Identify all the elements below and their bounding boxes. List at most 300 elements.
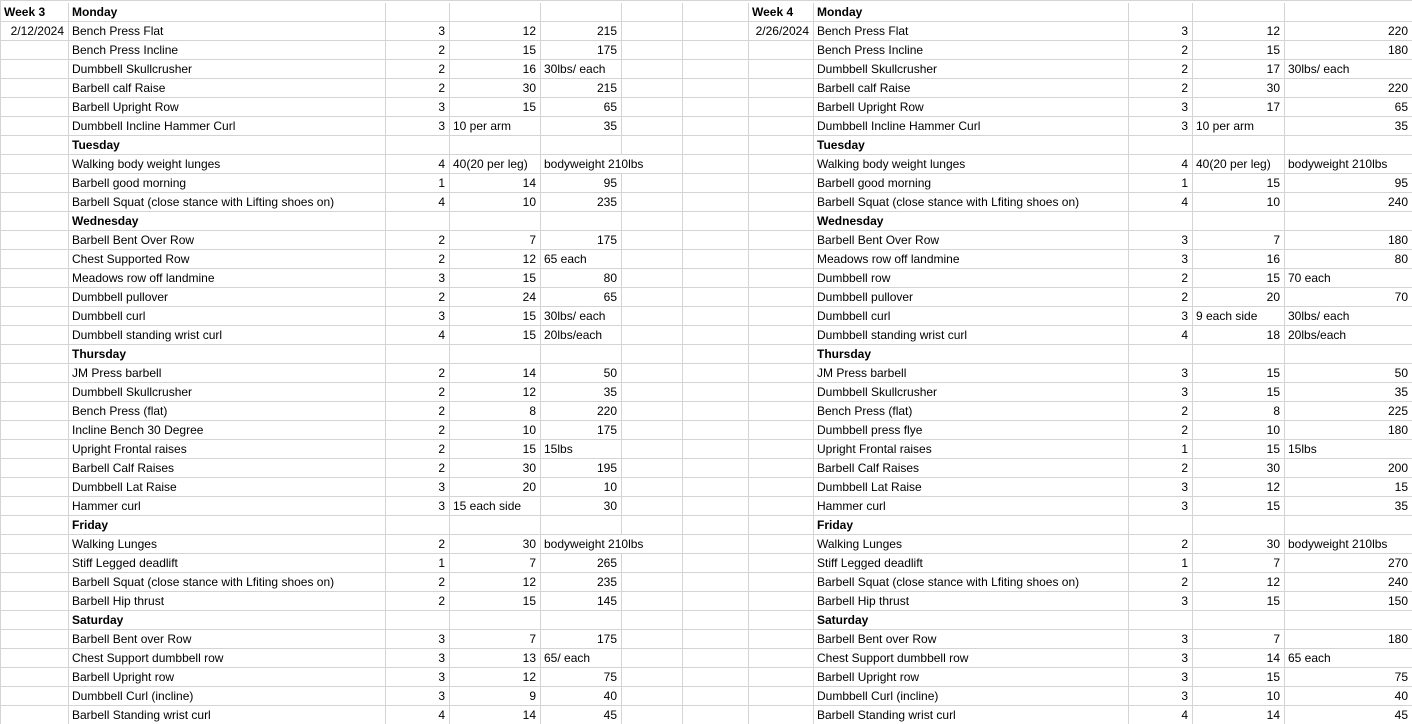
week-label[interactable]: Week 3: [1, 3, 69, 22]
empty-cell[interactable]: [683, 668, 749, 687]
weight-cell[interactable]: 95: [1285, 174, 1412, 193]
empty-cell[interactable]: [1, 516, 69, 535]
sets-cell[interactable]: 1: [386, 554, 450, 573]
exercise-name-cell[interactable]: Bench Press (flat): [814, 402, 1129, 421]
empty-cell[interactable]: [749, 250, 814, 269]
empty-cell[interactable]: [622, 421, 683, 440]
reps-cell[interactable]: 20: [1193, 288, 1285, 307]
weight-cell[interactable]: 70 each: [1285, 269, 1412, 288]
empty-cell[interactable]: [1193, 136, 1285, 155]
sets-cell[interactable]: 2: [1129, 535, 1193, 554]
exercise-name-cell[interactable]: Dumbbell press flye: [814, 421, 1129, 440]
sets-cell[interactable]: 2: [1129, 573, 1193, 592]
weight-cell[interactable]: 200: [1285, 459, 1412, 478]
empty-cell[interactable]: [450, 136, 541, 155]
exercise-name-cell[interactable]: Dumbbell curl: [814, 307, 1129, 326]
day-header[interactable]: Friday: [814, 516, 1129, 535]
sets-cell[interactable]: 4: [1129, 155, 1193, 174]
exercise-name-cell[interactable]: Barbell Hip thrust: [69, 592, 386, 611]
exercise-name-cell[interactable]: Barbell Squat (close stance with Lifting shoes on): [69, 193, 386, 212]
weight-cell[interactable]: 240: [1285, 193, 1412, 212]
empty-cell[interactable]: [683, 250, 749, 269]
sets-cell[interactable]: 4: [386, 706, 450, 724]
exercise-name-cell[interactable]: Bench Press Flat: [814, 22, 1129, 41]
reps-cell[interactable]: 14: [450, 706, 541, 724]
empty-cell[interactable]: [622, 98, 683, 117]
weight-cell[interactable]: 175: [541, 630, 622, 649]
week-label[interactable]: Week 4: [749, 3, 814, 22]
empty-cell[interactable]: [450, 611, 541, 630]
empty-cell[interactable]: [541, 345, 622, 364]
reps-cell[interactable]: 13: [450, 649, 541, 668]
empty-cell[interactable]: [749, 364, 814, 383]
empty-cell[interactable]: [386, 345, 450, 364]
exercise-name-cell[interactable]: Walking body weight lunges: [814, 155, 1129, 174]
weight-cell[interactable]: 45: [541, 706, 622, 724]
empty-cell[interactable]: [749, 174, 814, 193]
empty-cell[interactable]: [541, 516, 622, 535]
exercise-name-cell[interactable]: Dumbbell Skullcrusher: [69, 60, 386, 79]
reps-cell[interactable]: 30: [450, 79, 541, 98]
empty-cell[interactable]: [749, 535, 814, 554]
sets-cell[interactable]: 3: [386, 478, 450, 497]
weight-cell[interactable]: 40: [541, 687, 622, 706]
empty-cell[interactable]: [622, 516, 683, 535]
reps-cell[interactable]: 17: [1193, 60, 1285, 79]
empty-cell[interactable]: [1, 288, 69, 307]
weight-cell[interactable]: 35: [1285, 117, 1412, 136]
empty-cell[interactable]: [1, 250, 69, 269]
empty-cell[interactable]: [683, 706, 749, 724]
empty-cell[interactable]: [622, 269, 683, 288]
empty-cell[interactable]: [683, 592, 749, 611]
sets-cell[interactable]: 2: [386, 41, 450, 60]
reps-cell[interactable]: 7: [450, 630, 541, 649]
exercise-name-cell[interactable]: Meadows row off landmine: [814, 250, 1129, 269]
exercise-name-cell[interactable]: Barbell Bent Over Row: [69, 231, 386, 250]
day-header[interactable]: Thursday: [814, 345, 1129, 364]
empty-cell[interactable]: [749, 117, 814, 136]
empty-cell[interactable]: [622, 117, 683, 136]
empty-cell[interactable]: [1285, 212, 1412, 231]
empty-cell[interactable]: [683, 231, 749, 250]
sets-cell[interactable]: 3: [1129, 383, 1193, 402]
empty-cell[interactable]: [622, 592, 683, 611]
empty-cell[interactable]: [622, 497, 683, 516]
sets-cell[interactable]: 2: [1129, 79, 1193, 98]
empty-cell[interactable]: [1129, 516, 1193, 535]
weight-cell[interactable]: 240: [1285, 573, 1412, 592]
empty-cell[interactable]: [683, 60, 749, 79]
empty-cell[interactable]: [683, 307, 749, 326]
exercise-name-cell[interactable]: Chest Supported Row: [69, 250, 386, 269]
reps-cell[interactable]: 15: [1193, 41, 1285, 60]
weight-cell[interactable]: 175: [541, 231, 622, 250]
empty-cell[interactable]: [1, 402, 69, 421]
exercise-name-cell[interactable]: JM Press barbell: [69, 364, 386, 383]
sets-cell[interactable]: 2: [386, 288, 450, 307]
sets-cell[interactable]: 3: [1129, 307, 1193, 326]
empty-cell[interactable]: [683, 497, 749, 516]
exercise-name-cell[interactable]: Barbell Calf Raises: [814, 459, 1129, 478]
empty-cell[interactable]: [1285, 136, 1412, 155]
sets-cell[interactable]: 3: [1129, 497, 1193, 516]
empty-cell[interactable]: [386, 3, 450, 22]
exercise-name-cell[interactable]: Dumbbell standing wrist curl: [814, 326, 1129, 345]
empty-cell[interactable]: [749, 60, 814, 79]
weight-cell[interactable]: 30lbs/ each: [541, 307, 622, 326]
empty-cell[interactable]: [386, 136, 450, 155]
weight-cell[interactable]: 225: [1285, 402, 1412, 421]
empty-cell[interactable]: [749, 345, 814, 364]
sets-cell[interactable]: 2: [1129, 421, 1193, 440]
empty-cell[interactable]: [1, 497, 69, 516]
empty-cell[interactable]: [683, 611, 749, 630]
reps-cell[interactable]: 15: [1193, 383, 1285, 402]
sets-cell[interactable]: 2: [1129, 402, 1193, 421]
empty-cell[interactable]: [683, 535, 749, 554]
sets-cell[interactable]: 3: [386, 307, 450, 326]
empty-cell[interactable]: [541, 136, 622, 155]
empty-cell[interactable]: [683, 554, 749, 573]
empty-cell[interactable]: [622, 307, 683, 326]
empty-cell[interactable]: [386, 516, 450, 535]
reps-cell[interactable]: 15: [1193, 668, 1285, 687]
exercise-name-cell[interactable]: Dumbbell pullover: [69, 288, 386, 307]
sets-cell[interactable]: 3: [1129, 630, 1193, 649]
empty-cell[interactable]: [749, 421, 814, 440]
empty-cell[interactable]: [749, 478, 814, 497]
empty-cell[interactable]: [622, 41, 683, 60]
reps-cell[interactable]: 15: [1193, 440, 1285, 459]
sets-cell[interactable]: 4: [386, 326, 450, 345]
sets-cell[interactable]: 1: [1129, 554, 1193, 573]
reps-cell[interactable]: 8: [1193, 402, 1285, 421]
day-header[interactable]: Monday: [69, 3, 386, 22]
exercise-name-cell[interactable]: Walking body weight lunges: [69, 155, 386, 174]
reps-cell[interactable]: 30: [1193, 535, 1285, 554]
exercise-name-cell[interactable]: Chest Support dumbbell row: [69, 649, 386, 668]
exercise-name-cell[interactable]: Dumbbell Lat Raise: [814, 478, 1129, 497]
sets-cell[interactable]: 2: [386, 459, 450, 478]
empty-cell[interactable]: [749, 136, 814, 155]
sets-cell[interactable]: 3: [386, 668, 450, 687]
empty-cell[interactable]: [683, 288, 749, 307]
day-header[interactable]: Tuesday: [69, 136, 386, 155]
empty-cell[interactable]: [683, 326, 749, 345]
empty-cell[interactable]: [749, 687, 814, 706]
empty-cell[interactable]: [749, 79, 814, 98]
empty-cell[interactable]: [749, 155, 814, 174]
weight-cell[interactable]: 50: [1285, 364, 1412, 383]
empty-cell[interactable]: [541, 611, 622, 630]
empty-cell[interactable]: [749, 98, 814, 117]
weight-cell[interactable]: 235: [541, 193, 622, 212]
empty-cell[interactable]: [683, 3, 749, 22]
reps-cell[interactable]: 10: [1193, 687, 1285, 706]
reps-cell[interactable]: 17: [1193, 98, 1285, 117]
empty-cell[interactable]: [622, 440, 683, 459]
sets-cell[interactable]: 1: [1129, 174, 1193, 193]
empty-cell[interactable]: [1193, 345, 1285, 364]
reps-cell[interactable]: 8: [450, 402, 541, 421]
empty-cell[interactable]: [749, 630, 814, 649]
exercise-name-cell[interactable]: Barbell good morning: [69, 174, 386, 193]
exercise-name-cell[interactable]: Stiff Legged deadlift: [814, 554, 1129, 573]
weight-cell[interactable]: 175: [541, 41, 622, 60]
weight-cell[interactable]: 220: [541, 402, 622, 421]
empty-cell[interactable]: [622, 250, 683, 269]
reps-cell[interactable]: 9 each side: [1193, 307, 1285, 326]
sets-cell[interactable]: 3: [1129, 250, 1193, 269]
reps-cell[interactable]: 12: [1193, 478, 1285, 497]
reps-cell[interactable]: 12: [450, 250, 541, 269]
sets-cell[interactable]: 2: [1129, 269, 1193, 288]
exercise-name-cell[interactable]: Barbell Hip thrust: [814, 592, 1129, 611]
empty-cell[interactable]: [1285, 345, 1412, 364]
weight-cell[interactable]: 180: [1285, 630, 1412, 649]
day-header[interactable]: Tuesday: [814, 136, 1129, 155]
empty-cell[interactable]: [622, 687, 683, 706]
empty-cell[interactable]: [749, 269, 814, 288]
empty-cell[interactable]: [622, 554, 683, 573]
empty-cell[interactable]: [1, 459, 69, 478]
sets-cell[interactable]: 4: [1129, 326, 1193, 345]
sets-cell[interactable]: 3: [1129, 117, 1193, 136]
sets-cell[interactable]: 3: [386, 22, 450, 41]
sets-cell[interactable]: 3: [386, 497, 450, 516]
empty-cell[interactable]: [683, 79, 749, 98]
empty-cell[interactable]: [683, 22, 749, 41]
weight-cell[interactable]: bodyweight 210lbs: [1285, 535, 1412, 554]
reps-cell[interactable]: 30: [1193, 79, 1285, 98]
empty-cell[interactable]: [1, 269, 69, 288]
reps-cell[interactable]: 10: [450, 193, 541, 212]
empty-cell[interactable]: [1, 649, 69, 668]
day-header[interactable]: Wednesday: [69, 212, 386, 231]
exercise-name-cell[interactable]: Hammer curl: [814, 497, 1129, 516]
weight-cell[interactable]: 180: [1285, 41, 1412, 60]
reps-cell[interactable]: 30: [450, 535, 541, 554]
sets-cell[interactable]: 3: [1129, 98, 1193, 117]
weight-cell[interactable]: 30lbs/ each: [1285, 60, 1412, 79]
weight-cell[interactable]: 235: [541, 573, 622, 592]
empty-cell[interactable]: [1285, 611, 1412, 630]
empty-cell[interactable]: [1193, 516, 1285, 535]
sets-cell[interactable]: 2: [386, 440, 450, 459]
empty-cell[interactable]: [1, 630, 69, 649]
reps-cell[interactable]: 12: [1193, 573, 1285, 592]
exercise-name-cell[interactable]: Barbell calf Raise: [814, 79, 1129, 98]
exercise-name-cell[interactable]: Walking Lunges: [814, 535, 1129, 554]
reps-cell[interactable]: 20: [450, 478, 541, 497]
reps-cell[interactable]: 10: [450, 421, 541, 440]
empty-cell[interactable]: [683, 98, 749, 117]
weight-cell[interactable]: 215: [541, 22, 622, 41]
empty-cell[interactable]: [1, 79, 69, 98]
sets-cell[interactable]: 3: [1129, 687, 1193, 706]
weight-cell[interactable]: 15: [1285, 478, 1412, 497]
reps-cell[interactable]: 15: [450, 41, 541, 60]
reps-cell[interactable]: 40(20 per leg): [1193, 155, 1285, 174]
empty-cell[interactable]: [1, 687, 69, 706]
empty-cell[interactable]: [450, 516, 541, 535]
empty-cell[interactable]: [1129, 212, 1193, 231]
empty-cell[interactable]: [622, 649, 683, 668]
reps-cell[interactable]: 15: [450, 592, 541, 611]
weight-cell[interactable]: 75: [1285, 668, 1412, 687]
empty-cell[interactable]: [749, 706, 814, 724]
weight-cell[interactable]: 15lbs: [1285, 440, 1412, 459]
empty-cell[interactable]: [1, 611, 69, 630]
exercise-name-cell[interactable]: Dumbbell Skullcrusher: [69, 383, 386, 402]
sets-cell[interactable]: 2: [386, 79, 450, 98]
reps-cell[interactable]: 15: [1193, 364, 1285, 383]
empty-cell[interactable]: [1, 174, 69, 193]
empty-cell[interactable]: [450, 345, 541, 364]
sets-cell[interactable]: 1: [386, 174, 450, 193]
sets-cell[interactable]: 3: [1129, 22, 1193, 41]
empty-cell[interactable]: [749, 402, 814, 421]
sets-cell[interactable]: 2: [386, 60, 450, 79]
weight-cell[interactable]: 70: [1285, 288, 1412, 307]
sets-cell[interactable]: 2: [1129, 60, 1193, 79]
empty-cell[interactable]: [541, 3, 622, 22]
empty-cell[interactable]: [749, 307, 814, 326]
empty-cell[interactable]: [683, 136, 749, 155]
sets-cell[interactable]: 2: [1129, 459, 1193, 478]
reps-cell[interactable]: 10: [1193, 193, 1285, 212]
empty-cell[interactable]: [1, 478, 69, 497]
weight-cell[interactable]: 35: [541, 117, 622, 136]
empty-cell[interactable]: [1, 98, 69, 117]
exercise-name-cell[interactable]: Bench Press Incline: [814, 41, 1129, 60]
sets-cell[interactable]: 4: [386, 155, 450, 174]
exercise-name-cell[interactable]: Dumbbell curl: [69, 307, 386, 326]
empty-cell[interactable]: [683, 649, 749, 668]
exercise-name-cell[interactable]: Bench Press Incline: [69, 41, 386, 60]
sets-cell[interactable]: 3: [1129, 668, 1193, 687]
exercise-name-cell[interactable]: Incline Bench 30 Degree: [69, 421, 386, 440]
empty-cell[interactable]: [1, 668, 69, 687]
empty-cell[interactable]: [1, 41, 69, 60]
empty-cell[interactable]: [1193, 611, 1285, 630]
empty-cell[interactable]: [1, 212, 69, 231]
sets-cell[interactable]: 2: [386, 231, 450, 250]
reps-cell[interactable]: 16: [1193, 250, 1285, 269]
reps-cell[interactable]: 7: [1193, 554, 1285, 573]
reps-cell[interactable]: 15: [450, 326, 541, 345]
empty-cell[interactable]: [749, 611, 814, 630]
empty-cell[interactable]: [1, 440, 69, 459]
reps-cell[interactable]: 10 per arm: [1193, 117, 1285, 136]
exercise-name-cell[interactable]: Walking Lunges: [69, 535, 386, 554]
weight-cell[interactable]: 65: [541, 98, 622, 117]
empty-cell[interactable]: [1285, 516, 1412, 535]
sets-cell[interactable]: 4: [1129, 706, 1193, 724]
empty-cell[interactable]: [683, 516, 749, 535]
sets-cell[interactable]: 3: [1129, 592, 1193, 611]
sets-cell[interactable]: 3: [386, 269, 450, 288]
empty-cell[interactable]: [386, 611, 450, 630]
exercise-name-cell[interactable]: Barbell Bent over Row: [814, 630, 1129, 649]
weight-cell[interactable]: 180: [1285, 421, 1412, 440]
exercise-name-cell[interactable]: Barbell Squat (close stance with Lfiting shoes on): [814, 573, 1129, 592]
reps-cell[interactable]: 7: [1193, 231, 1285, 250]
empty-cell[interactable]: [450, 212, 541, 231]
reps-cell[interactable]: 14: [450, 174, 541, 193]
sets-cell[interactable]: 2: [386, 535, 450, 554]
exercise-name-cell[interactable]: Upright Frontal raises: [814, 440, 1129, 459]
date-cell[interactable]: 2/12/2024: [1, 22, 69, 41]
empty-cell[interactable]: [749, 41, 814, 60]
sets-cell[interactable]: 3: [1129, 649, 1193, 668]
reps-cell[interactable]: 7: [1193, 630, 1285, 649]
day-header[interactable]: Friday: [69, 516, 386, 535]
empty-cell[interactable]: [622, 193, 683, 212]
weight-cell[interactable]: 35: [1285, 383, 1412, 402]
sets-cell[interactable]: 3: [386, 687, 450, 706]
empty-cell[interactable]: [683, 345, 749, 364]
empty-cell[interactable]: [1, 383, 69, 402]
day-header[interactable]: Thursday: [69, 345, 386, 364]
weight-cell[interactable]: 215: [541, 79, 622, 98]
empty-cell[interactable]: [622, 706, 683, 724]
empty-cell[interactable]: [749, 383, 814, 402]
weight-cell[interactable]: 220: [1285, 22, 1412, 41]
empty-cell[interactable]: [683, 687, 749, 706]
day-header[interactable]: Saturday: [69, 611, 386, 630]
empty-cell[interactable]: [749, 497, 814, 516]
weight-cell[interactable]: 45: [1285, 706, 1412, 724]
empty-cell[interactable]: [749, 554, 814, 573]
empty-cell[interactable]: [683, 193, 749, 212]
empty-cell[interactable]: [541, 212, 622, 231]
exercise-name-cell[interactable]: Barbell Upright row: [814, 668, 1129, 687]
empty-cell[interactable]: [749, 668, 814, 687]
exercise-name-cell[interactable]: Dumbbell standing wrist curl: [69, 326, 386, 345]
empty-cell[interactable]: [622, 136, 683, 155]
empty-cell[interactable]: [1, 231, 69, 250]
reps-cell[interactable]: 10 per arm: [450, 117, 541, 136]
sets-cell[interactable]: 4: [1129, 193, 1193, 212]
empty-cell[interactable]: [622, 79, 683, 98]
empty-cell[interactable]: [1, 592, 69, 611]
reps-cell[interactable]: 15: [1193, 269, 1285, 288]
weight-cell[interactable]: 10: [541, 478, 622, 497]
reps-cell[interactable]: 15: [1193, 497, 1285, 516]
empty-cell[interactable]: [622, 611, 683, 630]
empty-cell[interactable]: [749, 288, 814, 307]
empty-cell[interactable]: [683, 117, 749, 136]
empty-cell[interactable]: [1, 554, 69, 573]
empty-cell[interactable]: [1, 364, 69, 383]
empty-cell[interactable]: [622, 288, 683, 307]
exercise-name-cell[interactable]: Dumbbell Incline Hammer Curl: [814, 117, 1129, 136]
empty-cell[interactable]: [622, 478, 683, 497]
empty-cell[interactable]: [622, 174, 683, 193]
weight-cell[interactable]: 20lbs/each: [1285, 326, 1412, 345]
empty-cell[interactable]: [622, 573, 683, 592]
empty-cell[interactable]: [749, 440, 814, 459]
empty-cell[interactable]: [749, 649, 814, 668]
exercise-name-cell[interactable]: Barbell Upright Row: [814, 98, 1129, 117]
exercise-name-cell[interactable]: Meadows row off landmine: [69, 269, 386, 288]
sets-cell[interactable]: 2: [386, 573, 450, 592]
exercise-name-cell[interactable]: Upright Frontal raises: [69, 440, 386, 459]
reps-cell[interactable]: 12: [1193, 22, 1285, 41]
exercise-name-cell[interactable]: Barbell Bent Over Row: [814, 231, 1129, 250]
